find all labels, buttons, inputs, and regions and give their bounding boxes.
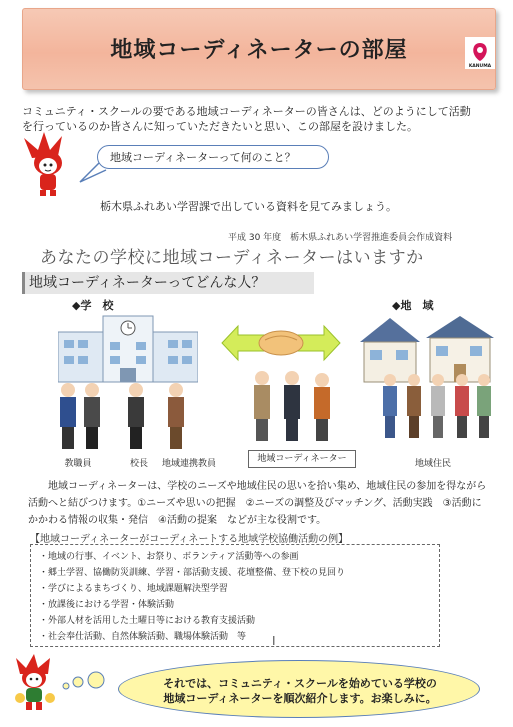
source-line: 栃木県ふれあい学習課で出している資料を見てみましょう。	[100, 200, 397, 213]
residents-illustration	[380, 370, 496, 442]
mascot-character	[18, 130, 80, 198]
list-item: ・郷土学習、協働防災訓練、学習・部活動支援、花壇整備、登下校の見回り	[39, 568, 346, 578]
examples-box	[30, 544, 440, 647]
header-banner	[22, 8, 496, 90]
intro-line-1: コミュニティ・スクールの要である地域コーディネーターの皆さんは、どのようにして活動	[22, 105, 471, 118]
question-bubble: 地域コーディネーターって何のこと？	[97, 145, 329, 169]
school-staff-illustration	[56, 380, 216, 452]
coordinator-description: 地域コーディネーターは、学校のニーズや地域住民の思いを拾い集め、地域住民の参加を得ながら活動へと結びつけます。①ニーズや思いの把握 ②ニーズの調整及びマッチング、活動実践 ③活動にかかわる情報の収集・発信 ④活動の提案 などが主な役割です。	[28, 481, 487, 526]
closing-message	[118, 660, 480, 718]
handshake-arrow-illustration	[220, 318, 342, 368]
caption-teachers: 教職員	[64, 459, 92, 469]
community-label: ◆地 域	[392, 299, 434, 312]
document-title: あなたの学校に地域コーディネーターはいますか	[40, 248, 424, 268]
examples-title: 【地域コーディネーターがコーディネートする地域学校協働活動の例】	[30, 534, 349, 545]
list-item: ・学びによるまちづくり、地域課題解決型学習	[39, 584, 228, 594]
intro-text	[22, 104, 492, 134]
mascot-flower-character	[12, 652, 58, 712]
text-cursor-icon: I	[272, 634, 276, 648]
publisher-line: 平成 30 年度 栃木県ふれあい学習推進委員会作成資料	[228, 233, 453, 243]
intro-line-2: を行っているのか皆さんに知っていただきたいと思い、この部屋を設けました。	[22, 120, 418, 133]
caption-liaison: 地域連携教員	[161, 459, 216, 469]
page-title: 地域コーディネーターの部屋	[110, 37, 408, 63]
list-item: ・地域の行事、イベント、お祭り、ボランティア活動等への参画	[39, 552, 299, 562]
list-item: ・外部人材を活用した土曜日等における教育支援活動	[39, 616, 256, 626]
closing-line-1: それでは、コミュニティ・スクールを始めている学校の	[163, 677, 437, 690]
document-subtitle: 地域コーディネーターってどんな人？	[22, 272, 314, 294]
list-item: ・放課後における学習・体験活動	[39, 600, 175, 610]
svg-text:KANUMA: KANUMA	[468, 64, 492, 69]
caption-residents: 地域住民	[414, 459, 451, 469]
caption-principal: 校長	[129, 459, 148, 469]
thought-dots	[60, 668, 120, 694]
caption-coordinator: 地域コーディネーター	[248, 450, 356, 468]
coordinator-illustration	[248, 368, 340, 444]
school-building-illustration	[58, 312, 198, 384]
school-label: ◆学 校	[72, 299, 114, 312]
closing-line-2: 地域コーディネーターを順次紹介します。お楽しみに。	[163, 692, 437, 705]
list-item: ・社会奉仕活動、自然体験活動、職場体験活動 等	[39, 632, 247, 642]
kanuma-logo	[465, 37, 495, 69]
